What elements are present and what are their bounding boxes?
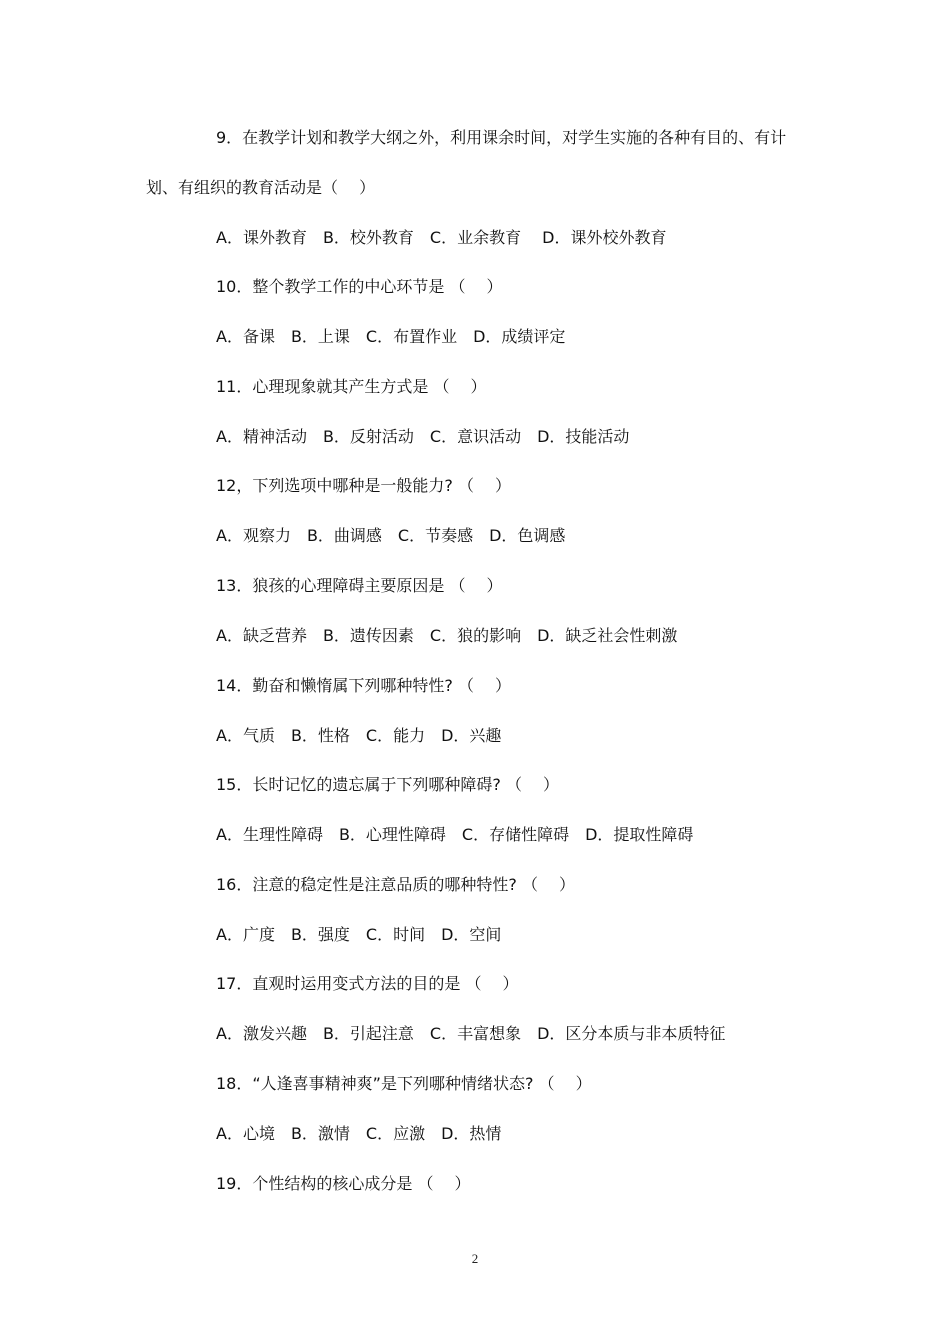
question-14-options: A．气质 B．性格 C．能力 D．兴趣 [216,726,502,745]
question-9-stem-line1: 9．在教学计划和教学大纲之外，利用课余时间，对学生实施的各种有目的、有计 [216,128,787,147]
question-16-options: A．广度 B．强度 C．时间 D．空间 [216,925,502,944]
question-11-stem: 11．心理现象就其产生方式是 （ ） [216,377,487,396]
question-16-stem: 16．注意的稳定性是注意品质的哪种特性? （ ） [216,875,576,894]
question-13-stem: 13．狼孩的心理障碍主要原因是 （ ） [216,576,503,595]
question-18-options: A．心境 B．激情 C．应激 D．热情 [216,1124,502,1143]
question-15-stem: 15．长时记忆的遗忘属于下列哪种障碍? （ ） [216,775,560,794]
question-10-options: A．备课 B．上课 C．布置作业 D．成绩评定 [216,327,566,346]
question-9-options: A．课外教育 B．校外教育 C．业余教育 D．课外校外教育 [216,228,667,247]
question-18-stem: 18．“人逢喜事精神爽”是下列哪种情绪状态? （ ） [216,1074,592,1093]
question-14-stem: 14．勤奋和懒惰属下列哪种特性? （ ） [216,676,512,695]
question-12-options: A．观察力 B．曲调感 C．节奏感 D．色调感 [216,526,566,545]
question-12-stem: 12，下列选项中哪种是一般能力? （ ） [216,476,512,495]
question-13-options: A．缺乏营养 B．遗传因素 C．狼的影响 D．缺乏社会性刺激 [216,626,678,645]
question-15-options: A．生理性障碍 B．心理性障碍 C．存储性障碍 D．提取性障碍 [216,825,694,844]
question-17-stem: 17．直观时运用变式方法的目的是 （ ） [216,974,519,993]
question-10-stem: 10．整个教学工作的中心环节是 （ ） [216,277,503,296]
question-11-options: A．精神活动 B．反射活动 C．意识活动 D．技能活动 [216,427,630,446]
page-number: 2 [471,1251,479,1266]
question-9-stem-line2: 划、有组织的教育活动是（ ） [146,178,376,197]
question-19-stem: 19．个性结构的核心成分是 （ ） [216,1174,471,1193]
question-17-options: A．激发兴趣 B．引起注意 C．丰富想象 D．区分本质与非本质特征 [216,1024,726,1043]
